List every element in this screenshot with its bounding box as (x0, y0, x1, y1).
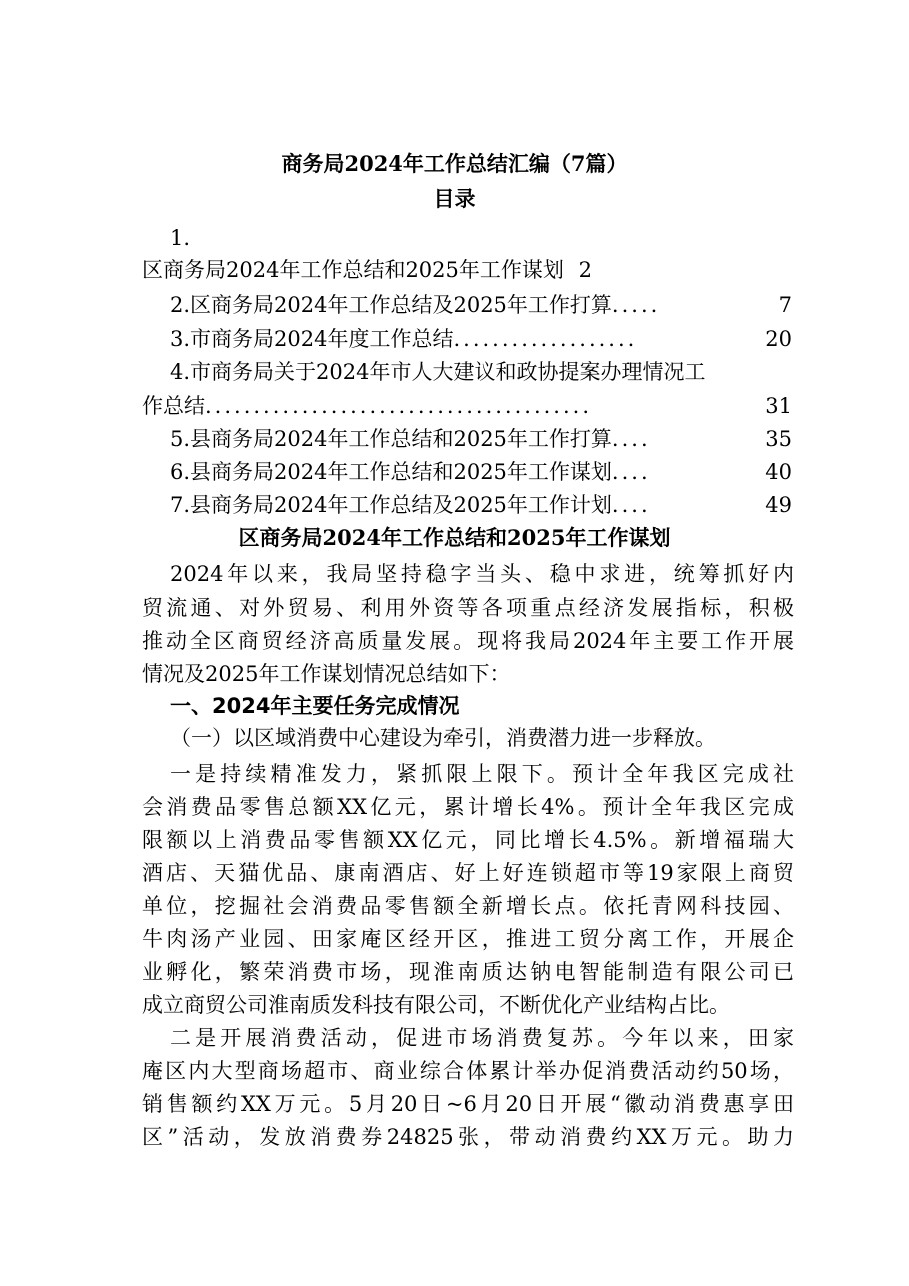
paragraph-line: 限额以上消费品零售额XX亿元，同比增长4.5%。新增福瑞大 (142, 828, 794, 852)
toc-heading: 目录 (433, 186, 476, 211)
document-title: 商务局2024年工作总结汇编（7篇） (281, 151, 628, 176)
toc-entry-7 (170, 487, 792, 523)
toc-entry-dots: ..... (611, 293, 661, 317)
toc-entry-dots: .... (611, 427, 651, 451)
toc-entry-dots: .... (611, 460, 651, 484)
paragraph-line: 酒店、天猫优品、康南酒店、好上好连锁超市等19家限上商贸 (142, 861, 794, 885)
paragraph-line: 一是持续精准发力，紧抓限上限下。预计全年我区完成社 (170, 762, 794, 786)
paragraph-line: 贸流通、对外贸易、利用外资等各项重点经济发展指标，积极 (142, 596, 794, 620)
paragraph-line: 业孵化，繁荣消费市场，现淮南质达钠电智能制造有限公司已 (142, 960, 794, 984)
paragraph-line: 二是开展消费活动，促进市场消费复苏。今年以来，田家 (170, 1026, 794, 1050)
toc-entry-page: 2 (578, 258, 592, 282)
toc-entry-page: 7 (778, 293, 792, 317)
toc-entry-page: 31 (765, 394, 792, 418)
toc-entry-dots: ................... (453, 327, 638, 351)
toc-entry-4-line2 (142, 388, 792, 424)
toc-entry-page: 40 (765, 460, 792, 484)
toc-entry-label: 作总结 (142, 394, 205, 418)
toc-entry-5 (170, 421, 792, 457)
toc-entry-label: 5.县商务局2024年工作总结和2025年工作打算 (170, 427, 612, 451)
toc-entry-label: 区商务局2024年工作总结和2025年工作谋划 (142, 258, 564, 282)
toc-entry-page: 49 (765, 493, 792, 517)
toc-entry-label: 6.县商务局2024年工作总结和2025年工作谋划 (170, 460, 612, 484)
toc-entry-label: 2.区商务局2024年工作总结及2025年工作打算 (170, 293, 612, 317)
toc-entry-page: 35 (765, 427, 792, 451)
paragraph-line: 单位，挖掘社会消费品零售额全新增长点。依托青网科技园、 (142, 894, 794, 918)
paragraph-line: 庵区内大型商场超市、商业综合体累计举办促消费活动约50场， (142, 1059, 794, 1083)
paragraph-line: 销售额约XX万元。5月20日~6月20日开展“徽动消费惠享田 (142, 1092, 794, 1116)
paragraph-line: 情况及2025年工作谋划情况总结如下： (142, 662, 511, 686)
toc-entry-1 (142, 252, 792, 288)
toc-entry-page: 20 (765, 327, 792, 351)
toc-entry-label: 3.市商务局2024年度工作总结 (170, 327, 454, 351)
paragraph-line: 牛肉汤产业园、田家庵区经开区，推进工贸分离工作，开展企 (142, 927, 794, 951)
section-heading: 一、2024年主要任务完成情况 (170, 694, 460, 718)
toc-entry-2 (170, 287, 792, 323)
toc-entry-6 (170, 454, 792, 490)
subsection-heading: （一）以区域消费中心建设为牵引，消费潜力进一步释放。 (170, 726, 716, 750)
toc-entry-label: 7.县商务局2024年工作总结及2025年工作计划 (170, 493, 612, 517)
article-title: 区商务局2024年工作总结和2025年工作谋划 (238, 525, 671, 550)
paragraph-line: 推动全区商贸经济高质量发展。现将我局2024年主要工作开展 (142, 629, 794, 653)
paragraph-line: 成立商贸公司淮南质发科技有限公司，不断优化产业结构占比。 (142, 993, 730, 1017)
toc-entry-4-line1: 4.市商务局关于2024年市人大建议和政协提案办理情况工 (170, 360, 706, 384)
paragraph-line: 2024年以来，我局坚持稳字当头、稳中求进，统筹抓好内 (170, 562, 794, 586)
paragraph-line: 会消费品零售总额XX亿元，累计增长4%。预计全年我区完成 (142, 795, 794, 819)
toc-entry-1-number: 1. (170, 226, 191, 250)
toc-entry-dots: .... (611, 493, 651, 517)
toc-entry-3 (170, 321, 792, 357)
toc-entry-dots: ........................................ (205, 394, 593, 418)
paragraph-line: 区”活动，发放消费券24825张，带动消费约XX万元。助力 (142, 1125, 794, 1149)
